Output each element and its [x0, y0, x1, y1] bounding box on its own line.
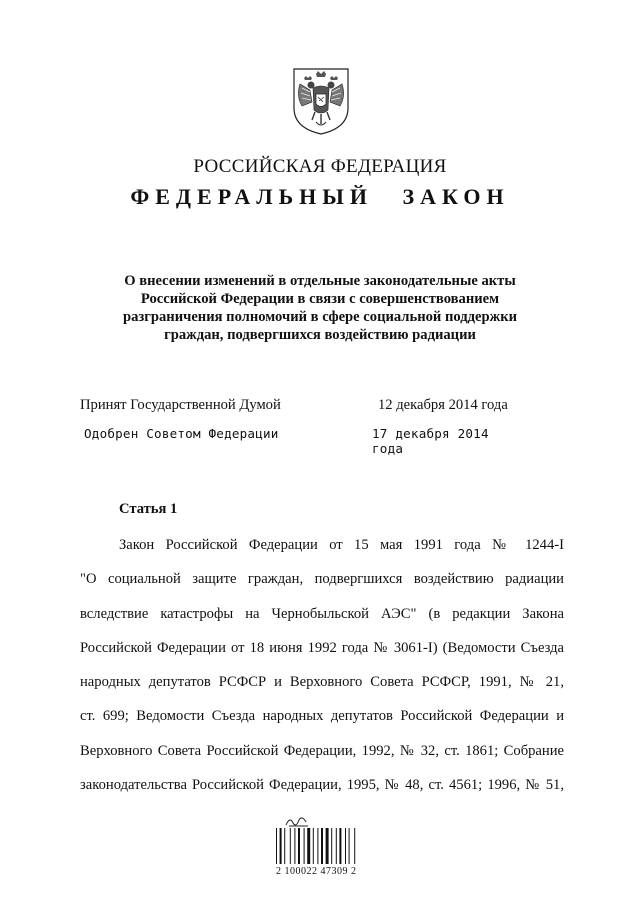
council-date: 17 декабря 2014 года: [372, 426, 489, 456]
body-line: Российской Федерации от 18 июня 1992 года № 3061-I) (Ведомости Съезда: [80, 639, 564, 656]
barcode-bar: [284, 828, 285, 864]
council-label: Одобрен Советом Федерации: [84, 426, 279, 441]
signature-mark: [284, 814, 310, 828]
duma-label: Принят Государственной Думой: [80, 397, 281, 413]
law-title-line: Российской Федерации в связи с совершенствованием: [140, 291, 500, 307]
barcode-bar: [276, 828, 277, 864]
duma-adoption-row: [80, 397, 540, 414]
council-approval-row: [80, 426, 540, 456]
law-title-line: О внесении изменений в отдельные законодательные акты: [124, 273, 516, 289]
body-line: народных депутатов РСФСР и Верховного Совета РСФСР, 1991, № 21,: [80, 674, 564, 691]
barcode: [276, 814, 362, 880]
law-title-line: разграничения полномочий в сфере социальной поддержки: [122, 309, 518, 325]
barcode-bar: [280, 828, 282, 864]
barcode-number: 2 100022 47309 2: [276, 866, 357, 877]
barcode-bar: [354, 828, 355, 864]
country-name: РОССИЙСКАЯ ФЕДЕРАЦИЯ: [193, 156, 447, 177]
barcode-bar: [345, 828, 346, 864]
barcode-bar: [339, 828, 341, 864]
article-heading: Статья 1: [119, 501, 178, 517]
body-line: законодательства Российской Федерации, 1995, № 48, ст. 4561; 1996, № 51,: [80, 777, 564, 794]
barcode-bar: [290, 828, 291, 864]
barcode-bar: [298, 828, 300, 864]
body-line: ст. 699; Ведомости Съезда народных депутатов Российской Федерации и: [80, 708, 564, 725]
barcode-bar: [317, 828, 318, 864]
barcode-bar: [331, 828, 332, 864]
barcode-bar: [294, 828, 295, 864]
barcode-bars: [276, 828, 356, 864]
emblem-icon: [290, 66, 352, 136]
barcode-bar: [321, 828, 323, 864]
barcode-bar: [313, 828, 314, 864]
document-type: ФЕДЕРАЛЬНЫЙ ЗАКОН: [130, 184, 510, 209]
body-line: Верховного Совета Российской Федерации, 1992, № 32, ст. 1861; Собрание: [80, 742, 564, 759]
duma-date: 12 декабря 2014 года: [378, 397, 508, 413]
law-title-line: граждан, подвергшихся воздействию радиации: [164, 327, 476, 343]
body-line: вследствие катастрофы на Чернобыльской АЭС" (в редакции Закона: [80, 605, 564, 622]
law-title: [100, 272, 540, 344]
barcode-bar: [326, 828, 329, 864]
barcode-bar: [336, 828, 337, 864]
article-body: [80, 528, 564, 802]
barcode-bar: [307, 828, 310, 864]
body-line: "О социальной защите граждан, подвергшихся воздействию радиации: [80, 571, 564, 588]
body-line: Закон Российской Федерации от 15 мая 1991 года № 1244-I: [119, 537, 564, 553]
barcode-bar: [304, 828, 305, 864]
barcode-bar: [349, 828, 350, 864]
